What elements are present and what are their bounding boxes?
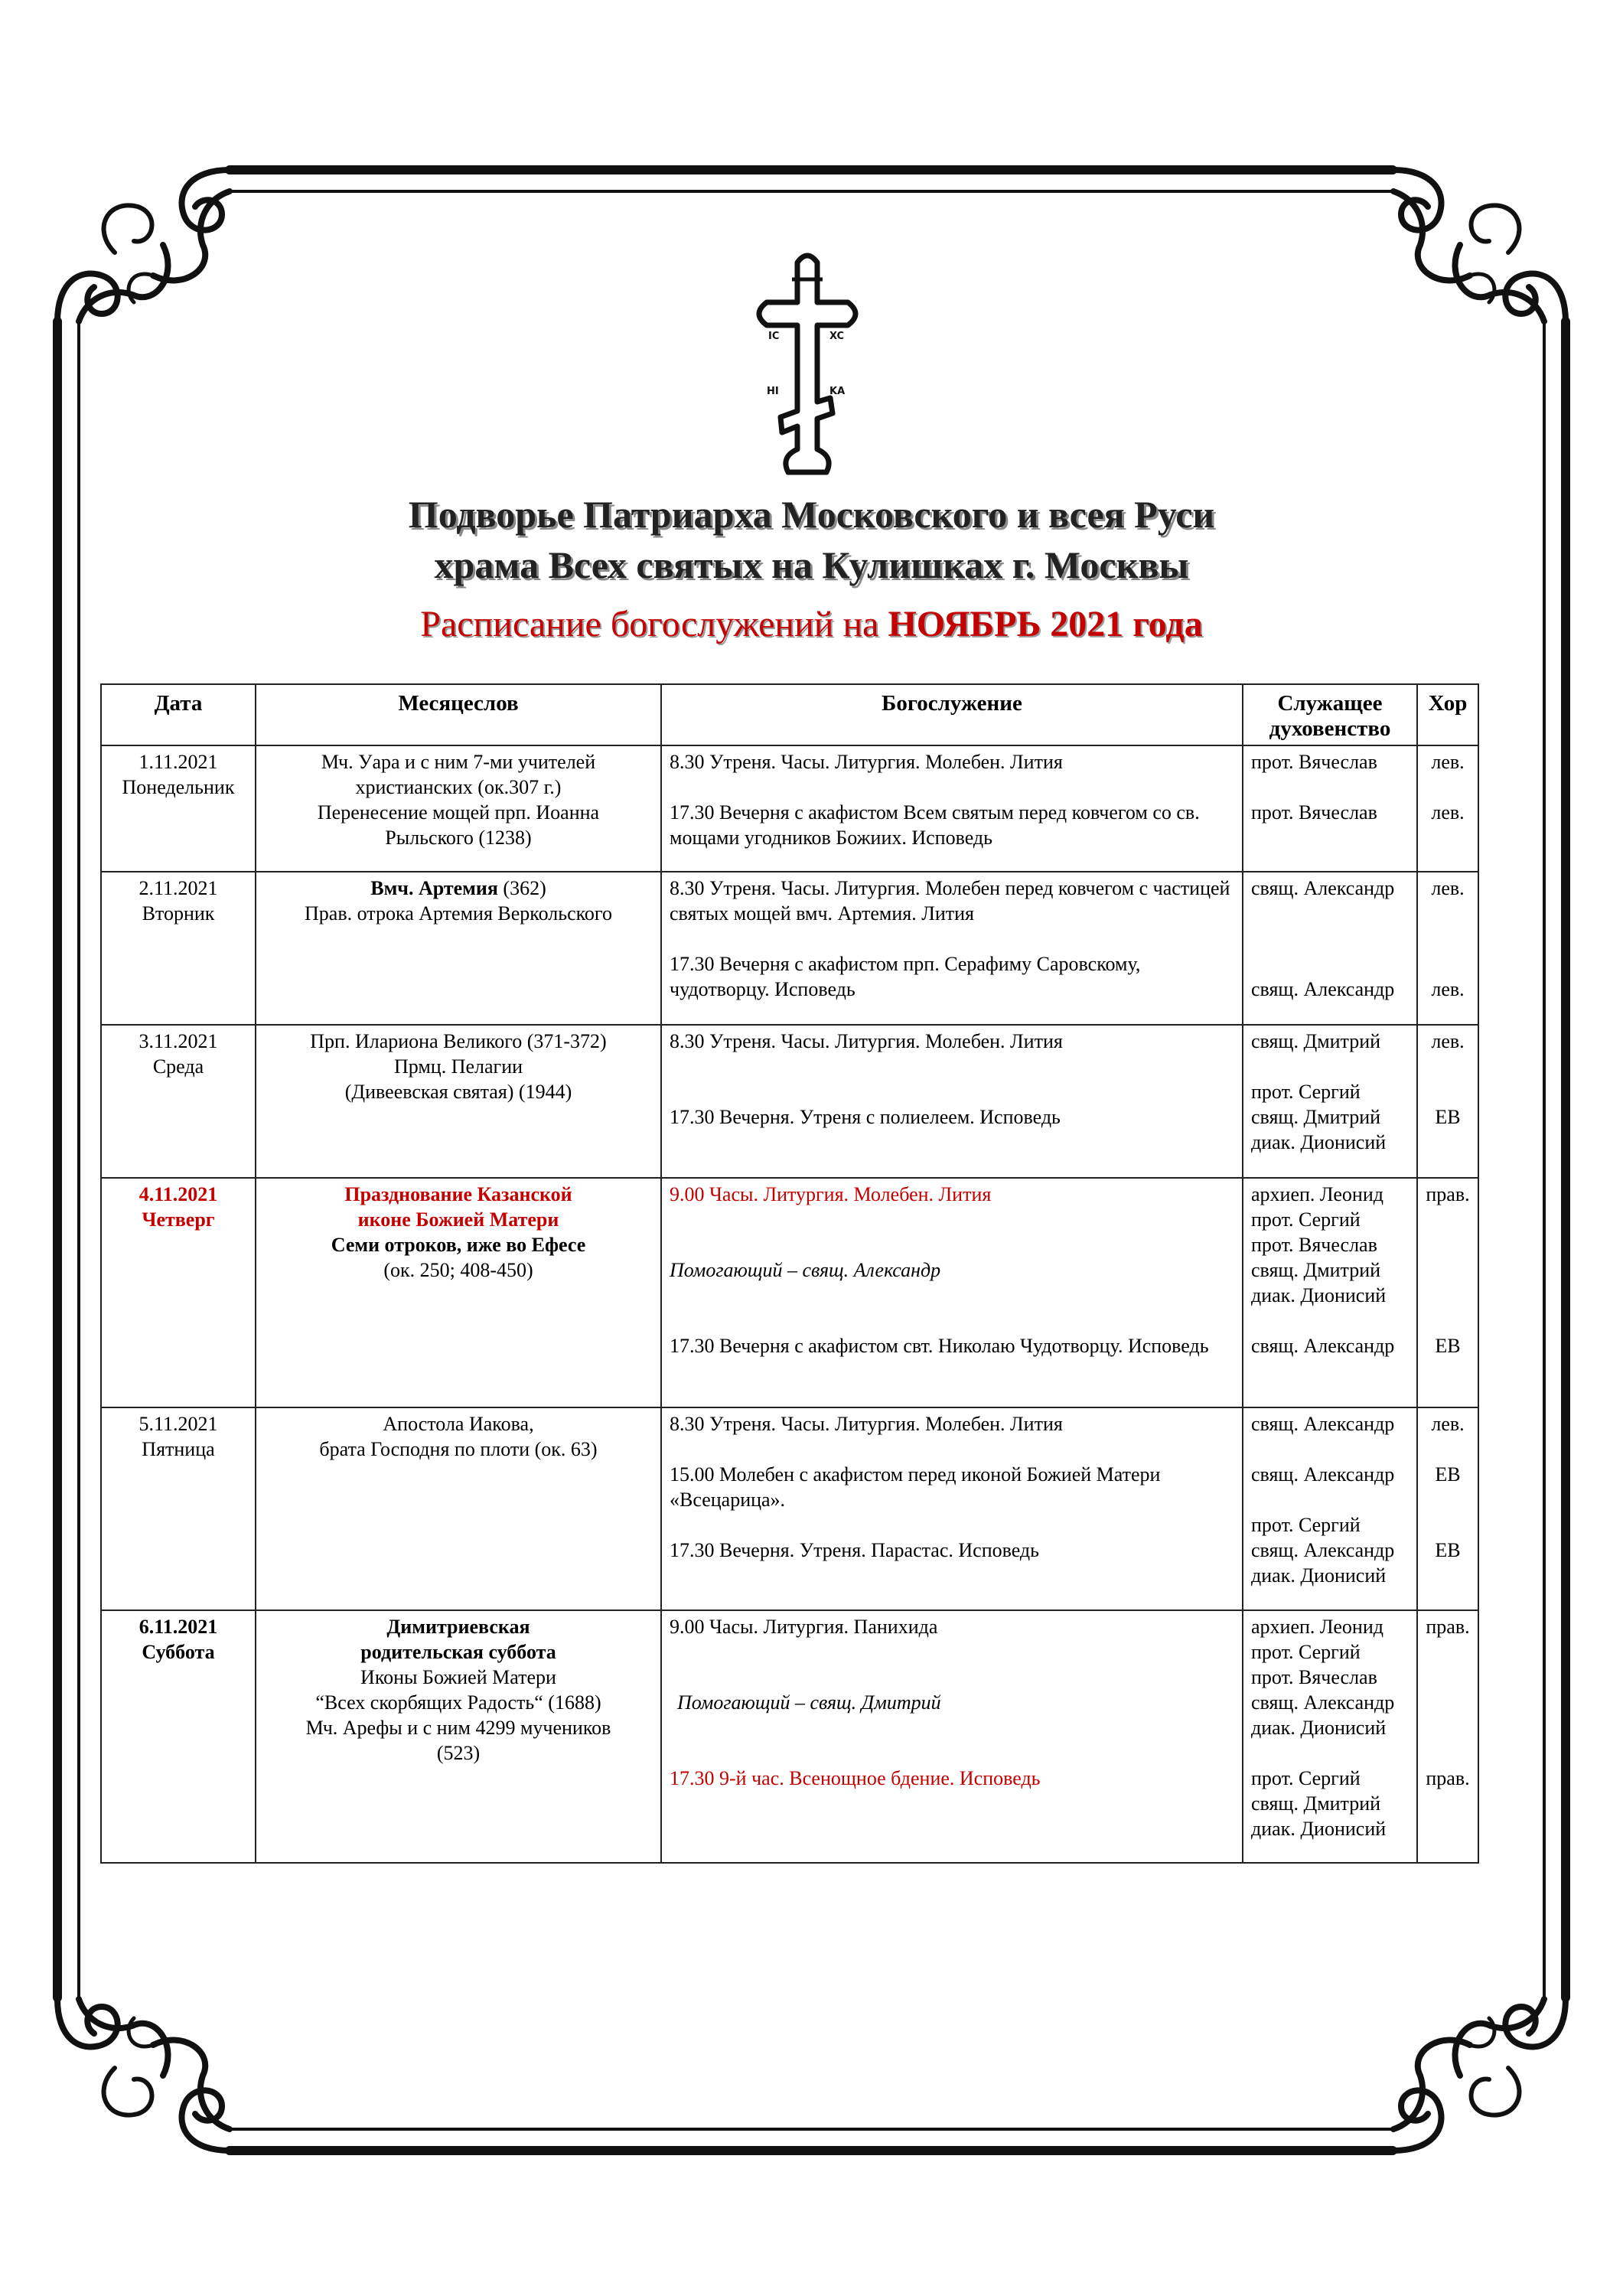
table-header-row — [101, 684, 1478, 745]
weekday: Среда — [152, 1055, 204, 1078]
saint-line: брата Господня по плоти (ок. 63) — [319, 1438, 598, 1460]
clergy-line: диак. Дионисий — [1251, 1717, 1387, 1739]
service-item: 8.30 Утреня. Часы. Литургия. Молебен. Лития — [670, 751, 1063, 773]
calendar-cell — [256, 745, 661, 872]
calendar-cell — [256, 1610, 661, 1863]
service-helper: Помогающий – свящ. Александр — [670, 1259, 941, 1281]
service-item: 17.30 Вечерня. Утреня с полиелеем. Исповедь — [670, 1106, 1061, 1128]
saint-line: (Дивеевская святая) (1944) — [344, 1081, 572, 1103]
clergy-line: прот. Вячеслав — [1251, 751, 1377, 773]
clergy-line: свящ. Александр — [1251, 1463, 1395, 1486]
subtitle-prefix: Расписание богослужений на — [420, 604, 879, 644]
choir-cell — [1417, 745, 1478, 872]
weekday: Суббота — [142, 1641, 215, 1663]
table-row — [101, 872, 1478, 1025]
date: 4.11.2021 — [139, 1183, 218, 1205]
schedule-table — [100, 683, 1479, 1864]
header-service: Богослужение — [661, 684, 1243, 745]
clergy-cell — [1243, 1178, 1417, 1407]
clergy-line: свящ. Александр — [1251, 978, 1395, 1000]
clergy-line: диак. Дионисий — [1251, 1284, 1387, 1306]
clergy-line: прот. Сергий — [1251, 1767, 1361, 1789]
church-title-line-2: храма Всех святых на Кулишках г. Москвы — [434, 543, 1189, 586]
table-row — [101, 1610, 1478, 1863]
calendar-cell — [256, 1178, 661, 1407]
saint-line: (ок. 250; 408-450) — [383, 1259, 533, 1281]
service-cell — [661, 1178, 1243, 1407]
service-item: 17.30 Вечерня с акафистом Всем святым перед ковчегом со св. мощами угодников Божиих. Исповедь — [670, 801, 1200, 849]
date-cell — [101, 745, 256, 872]
choir-cell — [1417, 1407, 1478, 1610]
service-item: 8.30 Утреня. Часы. Литургия. Молебен. Лития — [670, 1413, 1063, 1435]
clergy-line: прот. Вячеслав — [1251, 1234, 1377, 1256]
saint-line: Иконы Божией Матери — [360, 1666, 556, 1688]
date: 5.11.2021 — [139, 1413, 218, 1435]
service-cell — [661, 1407, 1243, 1610]
choir-value: лев. — [1431, 877, 1465, 899]
service-cell — [661, 1025, 1243, 1178]
saint-line: Прмц. Пелагии — [393, 1055, 523, 1078]
service-item: 9.00 Часы. Литургия. Панихида — [670, 1616, 938, 1638]
saint-bold-rest: (362) — [497, 877, 546, 899]
choir-cell — [1417, 1610, 1478, 1863]
svg-text:IC: IC — [768, 331, 780, 342]
choir-value: прав. — [1426, 1183, 1470, 1205]
saint-line: Мч. Арефы и с ним 4299 мучеников — [305, 1717, 611, 1739]
header-clergy: Служащее духовенство — [1243, 684, 1417, 745]
saint-line: Прав. отрока Артемия Веркольского — [305, 902, 612, 925]
date-cell — [101, 872, 256, 1025]
choir-value: ЕВ — [1435, 1335, 1461, 1357]
calendar-cell — [256, 1025, 661, 1178]
clergy-line: архиеп. Леонид — [1251, 1183, 1383, 1205]
service-item: 9.00 Часы. Литургия. Молебен. Лития — [670, 1183, 992, 1205]
clergy-line: прот. Сергий — [1251, 1514, 1361, 1536]
orthodox-cross-icon — [750, 249, 865, 478]
church-title-line-1: Подворье Патриарха Московского и всея Руси — [408, 493, 1215, 536]
saint-line: Димитриевская — [386, 1616, 530, 1638]
clergy-line: диак. Дионисий — [1251, 1818, 1387, 1840]
weekday: Понедельник — [122, 776, 235, 798]
clergy-cell — [1243, 745, 1417, 872]
choir-value: ЕВ — [1435, 1106, 1461, 1128]
date-cell — [101, 1407, 256, 1610]
service-cell — [661, 1610, 1243, 1863]
clergy-line: свящ. Дмитрий — [1251, 1030, 1381, 1052]
saint-line: Прп. Илариона Великого (371-372) — [310, 1030, 607, 1052]
saint-line — [264, 876, 653, 901]
clergy-line: прот. Вячеслав — [1251, 801, 1377, 823]
svg-text:HI: HI — [767, 386, 779, 397]
saint-line: Апостола Иакова, — [383, 1413, 534, 1435]
header-choir: Хор — [1417, 684, 1478, 745]
svg-text:XC: XC — [829, 331, 845, 342]
date-cell — [101, 1025, 256, 1178]
saint-line: Рыльского (1238) — [385, 827, 532, 849]
clergy-line: прот. Сергий — [1251, 1208, 1361, 1231]
saint-line: Семи отроков, иже во Ефесе — [331, 1234, 586, 1256]
date: 6.11.2021 — [139, 1616, 218, 1638]
weekday: Вторник — [142, 902, 215, 925]
service-item: 15.00 Молебен с акафистом перед иконой Божией Матери «Всецарица». — [670, 1463, 1161, 1511]
clergy-line: прот. Сергий — [1251, 1081, 1361, 1103]
clergy-line: архиеп. Леонид — [1251, 1616, 1383, 1638]
subtitle-month: НОЯБРЬ — [888, 604, 1041, 644]
service-item: 17.30 9-й час. Всенощное бдение. Исповедь — [670, 1767, 1041, 1789]
saint-line: (523) — [436, 1742, 481, 1764]
clergy-line: свящ. Александр — [1251, 1335, 1395, 1357]
clergy-line: свящ. Дмитрий — [1251, 1259, 1381, 1281]
choir-value: лев. — [1431, 801, 1465, 823]
choir-value: лев. — [1431, 751, 1465, 773]
clergy-line: диак. Дионисий — [1251, 1564, 1387, 1587]
service-cell — [661, 745, 1243, 872]
feast-line: Празднование Казанской — [344, 1183, 572, 1205]
table-row — [101, 1407, 1478, 1610]
calendar-cell — [256, 872, 661, 1025]
schedule-subtitle — [0, 602, 1623, 647]
saint-line: “Всех скорбящих Радость“ (1688) — [315, 1691, 601, 1714]
clergy-line: свящ. Александр — [1251, 1691, 1395, 1714]
table-row — [101, 745, 1478, 872]
clergy-line: свящ. Александр — [1251, 877, 1395, 899]
service-cell — [661, 872, 1243, 1025]
weekday: Пятница — [142, 1438, 215, 1460]
choir-value: лев. — [1431, 978, 1465, 1000]
header-date: Дата — [101, 684, 256, 745]
saint-bold: Вмч. Артемия — [370, 877, 498, 899]
clergy-line: свящ. Дмитрий — [1251, 1106, 1381, 1128]
clergy-line: свящ. Александр — [1251, 1413, 1395, 1435]
clergy-line: свящ. Дмитрий — [1251, 1792, 1381, 1815]
choir-value: прав. — [1426, 1616, 1470, 1638]
date-cell — [101, 1178, 256, 1407]
saint-line: Перенесение мощей прп. Иоанна — [317, 801, 600, 823]
header-calendar: Месяцеслов — [256, 684, 661, 745]
service-item: 17.30 Вечерня с акафистом свт. Николаю Чудотворцу. Исповедь — [670, 1335, 1209, 1357]
calendar-cell — [256, 1407, 661, 1610]
service-item: 8.30 Утреня. Часы. Литургия. Молебен перед ковчегом с частицей святых мощей вмч. Артемия. Лития — [670, 877, 1230, 925]
service-item: 8.30 Утреня. Часы. Литургия. Молебен. Лития — [670, 1030, 1063, 1052]
choir-value: прав. — [1426, 1767, 1470, 1789]
saint-line: родительская суббота — [360, 1641, 556, 1663]
choir-cell — [1417, 872, 1478, 1025]
choir-value: ЕВ — [1435, 1539, 1461, 1561]
choir-value: лев. — [1431, 1030, 1465, 1052]
service-helper: Помогающий – свящ. Дмитрий — [677, 1691, 941, 1714]
clergy-cell — [1243, 1025, 1417, 1178]
clergy-line: свящ. Александр — [1251, 1539, 1395, 1561]
date-cell — [101, 1610, 256, 1863]
clergy-line: прот. Вячеслав — [1251, 1666, 1377, 1688]
saint-line: Мч. Уара и с ним 7-ми учителей — [321, 751, 596, 773]
clergy-cell — [1243, 872, 1417, 1025]
service-item: 17.30 Вечерня. Утреня. Парастас. Исповедь — [670, 1539, 1040, 1561]
date: 3.11.2021 — [139, 1030, 218, 1052]
choir-value: лев. — [1431, 1413, 1465, 1435]
table-row — [101, 1025, 1478, 1178]
choir-cell — [1417, 1025, 1478, 1178]
weekday: Четверг — [142, 1208, 215, 1231]
feast-line: иконе Божией Матери — [357, 1208, 559, 1231]
choir-cell — [1417, 1178, 1478, 1407]
table-row — [101, 1178, 1478, 1407]
clergy-line: прот. Сергий — [1251, 1641, 1361, 1663]
clergy-cell — [1243, 1407, 1417, 1610]
saint-line: христианских (ок.307 г.) — [355, 776, 562, 798]
clergy-line: диак. Дионисий — [1251, 1131, 1387, 1153]
clergy-cell — [1243, 1610, 1417, 1863]
service-item: 17.30 Вечерня с акафистом прп. Серафиму Саровскому, чудотворцу. Исповедь — [670, 953, 1141, 1000]
date: 2.11.2021 — [139, 877, 218, 899]
date: 1.11.2021 — [139, 751, 218, 773]
choir-value: ЕВ — [1435, 1463, 1461, 1486]
svg-text:KA: KA — [829, 386, 846, 397]
subtitle-year: 2021 года — [1050, 604, 1203, 644]
